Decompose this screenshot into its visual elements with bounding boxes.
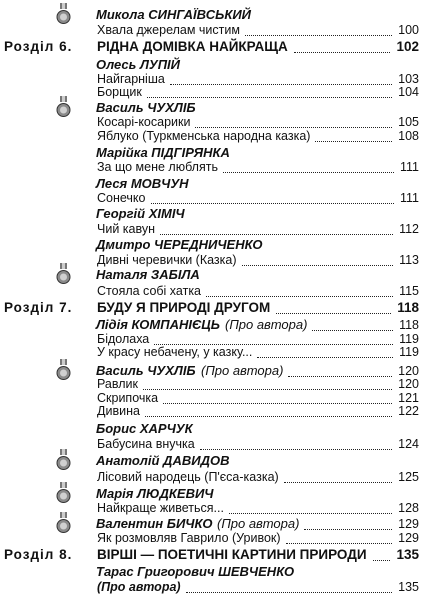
page-number: 128 <box>398 501 419 515</box>
author-name: Георгій ХІМІЧ <box>96 206 185 221</box>
section-label: Розділ 8. <box>4 547 73 562</box>
dot-leader <box>229 513 392 514</box>
page-number: 111 <box>399 191 419 205</box>
item-title: Найгарніша <box>97 72 165 86</box>
page-number: 118 <box>397 300 419 315</box>
item-title: Равлик <box>97 377 138 391</box>
medal-icon <box>56 263 71 285</box>
section-label: Розділ 6. <box>4 39 73 54</box>
toc-row <box>0 579 431 599</box>
page-number: 108 <box>398 129 419 143</box>
author-name: Василь ЧУХЛІБ <box>96 100 196 115</box>
page-number: 129 <box>398 517 419 531</box>
dot-leader <box>315 141 392 142</box>
author-note: (Про автора) <box>217 516 300 531</box>
author-name: Дмитро ЧЕРЕДНИЧЕНКО <box>96 237 263 252</box>
page-number: 115 <box>399 284 419 298</box>
author-note: (Про автора) <box>201 363 284 378</box>
author-name: Лідія КОМПАНІЄЦЬ <box>96 317 220 332</box>
author-name: Микола СИНГАЇВСЬКИЙ <box>96 7 252 22</box>
dot-leader <box>200 449 392 450</box>
author-name: Олесь ЛУПІЙ <box>96 57 181 72</box>
dot-leader <box>160 234 393 235</box>
page-number: 119 <box>399 345 419 359</box>
toc-row <box>0 403 431 423</box>
page-number: 135 <box>398 580 419 594</box>
item-title: Борщик <box>97 85 142 99</box>
dot-leader <box>223 172 394 173</box>
page-number: 119 <box>399 332 419 346</box>
page-number: 120 <box>398 377 419 391</box>
page-number: 112 <box>399 222 419 236</box>
dot-leader <box>245 35 392 36</box>
item-title: Косарі-косарики <box>97 115 191 129</box>
item-title: Хвала джерелам чистим <box>97 23 240 37</box>
item-title: Найкраще живеться... <box>97 501 224 515</box>
section-label: Розділ 7. <box>4 300 73 315</box>
dot-leader <box>257 357 393 358</box>
medal-icon <box>56 449 71 471</box>
page-number: 102 <box>396 39 419 54</box>
dot-leader <box>206 296 393 297</box>
author-name: Василь ЧУХЛІБ <box>96 363 196 378</box>
item-title: Бабусина внучка <box>97 437 195 451</box>
item-title: Стояла собі хатка <box>97 284 202 298</box>
author-name: Леся МОВЧУН <box>96 176 189 191</box>
item-title: Сонечко <box>97 191 146 205</box>
author-name: Анатолій ДАВИДОВ <box>96 453 230 468</box>
page-number: 103 <box>398 72 419 86</box>
section-title: ВІРШІ — ПОЕТИЧНІ КАРТИНИ ПРИРОДИ <box>97 547 367 562</box>
author-name: Наталя ЗАБІЛА <box>96 267 200 282</box>
page-number: 104 <box>398 85 419 99</box>
dot-leader <box>145 416 392 417</box>
item-title: Як розмовляв Гаврило (Уривок) <box>97 531 281 545</box>
item-title: Бідолаха <box>97 332 150 346</box>
author-name: Марійка ПІДГІРЯНКА <box>96 145 230 160</box>
page-number: 122 <box>398 404 419 418</box>
section-title: БУДУ Я ПРИРОДІ ДРУГОМ <box>97 300 271 315</box>
author-name: Тарас Григорович ШЕВЧЕНКО <box>96 564 295 579</box>
page-number: 129 <box>398 531 419 545</box>
dot-leader <box>151 203 394 204</box>
page-number: 120 <box>398 364 419 378</box>
page-number: 121 <box>398 391 419 405</box>
item-title: Яблуко (Туркменська народна казка) <box>97 129 311 143</box>
page-number: 105 <box>398 115 419 129</box>
dot-leader <box>276 313 391 314</box>
dot-leader <box>242 265 393 266</box>
item-title: Дивні черевички (Казка) <box>97 253 237 267</box>
dot-leader <box>147 97 392 98</box>
item-title: (Про автора) <box>97 580 181 594</box>
page-number: 111 <box>399 160 419 174</box>
page-number: 113 <box>399 253 419 267</box>
page-number: 125 <box>398 470 419 484</box>
page-number: 124 <box>398 437 419 451</box>
page-number: 118 <box>399 318 419 332</box>
section-title: РІДНА ДОМІВКА НАЙКРАЩА <box>97 39 288 54</box>
item-title: Дивина <box>97 404 140 418</box>
toc-row <box>0 39 431 59</box>
item-title: Чий кавун <box>97 222 155 236</box>
page-number: 135 <box>396 547 419 562</box>
author-name: Борис ХАРЧУК <box>96 421 193 436</box>
dot-leader <box>286 543 392 544</box>
item-title: Лісовий народець (П'єса-казка) <box>97 470 279 484</box>
dot-leader <box>294 52 390 53</box>
page-number: 100 <box>398 23 419 37</box>
item-title: Скрипочка <box>97 391 159 405</box>
item-title: За що мене люблять <box>97 160 218 174</box>
item-title: У красу небачену, у казку... <box>97 345 253 359</box>
author-name: Марія ЛЮДКЕВИЧ <box>96 486 214 501</box>
dot-leader <box>186 592 392 593</box>
dot-leader <box>284 482 392 483</box>
dot-leader <box>373 560 390 561</box>
author-name: Валентин БИЧКО <box>96 516 213 531</box>
author-note: (Про автора) <box>225 317 308 332</box>
